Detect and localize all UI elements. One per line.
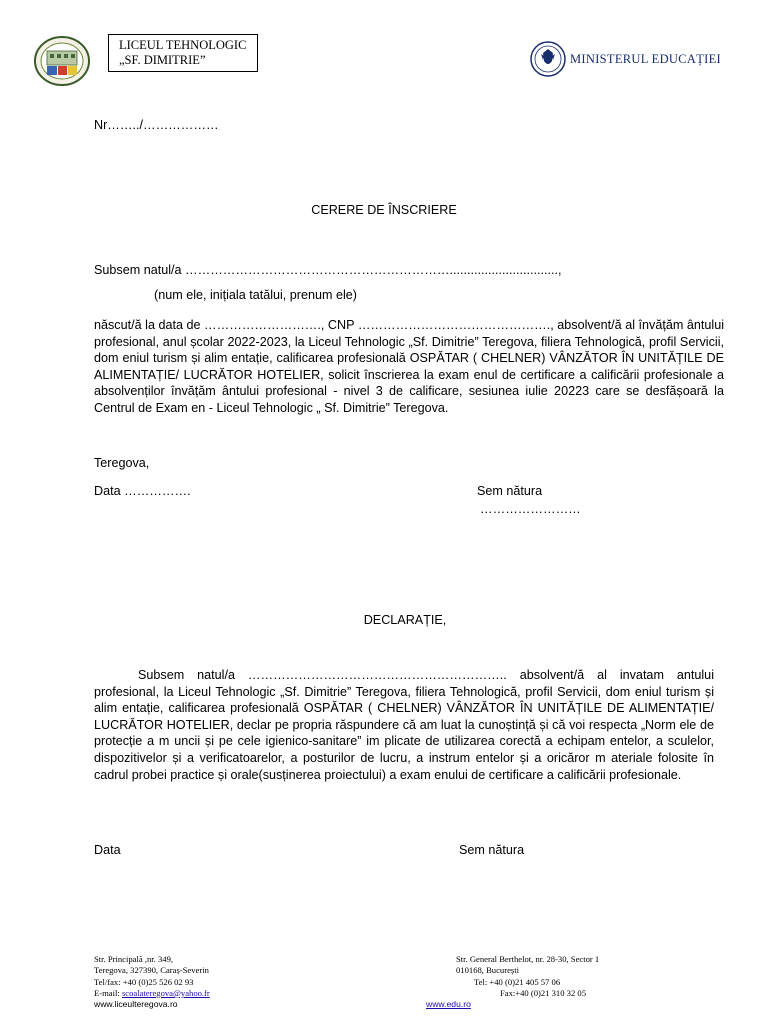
- footer-school-address: [94, 954, 354, 1010]
- request-date: Data …………….: [94, 484, 191, 498]
- footer-ministry-fax: Fax:+40 (0)21 310 32 05: [500, 987, 587, 998]
- request-place: Teregova,: [94, 456, 150, 470]
- footer-ministry-website[interactable]: www.edu.ro: [426, 999, 471, 1010]
- request-name-line: Subsem natul/a ………………………………………………………...............................,: [94, 263, 562, 277]
- request-signature-dots: ……………………: [480, 502, 581, 516]
- school-name-line2: „SF. DIMITRIE”: [119, 53, 206, 67]
- request-paragraph: născut/ă la data de ………………………., CNP ………………………………………., absolvent/ă al învățăm ântului profesional, anul școlar 2022-2023, la Liceul Tehnologic „Sf. Dimitrie” Teregova, filiera Tehnologică, profil Servicii, dom eniul turism și alim entație, calificarea profesională OSPĂTAR ( CHELNER) VÂNZĂTOR ÎN UNITĂȚILE DE ALIMENTAȚIE/ LUCRĂTOR HOTELIER, solicit înscrierea la exam enul de certificare a calificării profesionale a absolvenților învățăm ântului profesional - nivel 3 de calificare, sesiunea iulie 20223 care se desfășoară la Centrul de Exam en - Liceul Tehnologic „ Sf. Dimitrie” Teregova.: [94, 318, 724, 415]
- ministry-header: [530, 40, 721, 78]
- request-title: CERERE DE ÎNSCRIERE: [311, 203, 457, 217]
- footer-email-label: E-mail:: [94, 987, 120, 998]
- footer-ministry-street: Str. General Berthelot, nr. 28-30, Sector 1: [456, 954, 600, 964]
- footer-school-email-row: [94, 988, 354, 999]
- footer-school-phone: Tel/fax: +40 (0)25 526 02 93: [94, 976, 194, 987]
- request-signature-label: Sem nătura: [477, 484, 543, 498]
- school-crest-icon: [34, 36, 90, 86]
- declaration-title: DECLARAȚIE,: [363, 613, 447, 627]
- registration-number: Nr……../………………: [94, 118, 219, 132]
- footer-ministry-city: 010168, București: [456, 965, 520, 976]
- school-name-line1: LICEUL TEHNOLOGIC: [119, 38, 247, 52]
- footer-ministry-phone: Tel: +40 (0)21 405 57 06: [474, 976, 561, 987]
- ministry-name: MINISTERUL EDUCAȚIEI: [570, 51, 722, 66]
- declaration-signature-label: Sem nătura: [459, 843, 525, 857]
- footer-ministry-address: [426, 954, 656, 1010]
- declaration-paragraph: Subsem natul/a …………………………………………………….. absolvent/ă al invatam antului profesional, la Liceul Tehnologic „Sf. Dimitrie” Teregova, filiera Tehnologică, profil Servicii, dom eniul turism și alim entație, calificarea profesională OSPĂTAR ( CHELNER) VÂNZĂTOR ÎN UNITĂȚILE DE ALIMENTAȚIE/ LUCRĂTOR HOTELIER, declar pe propria răspundere că am luat la cunoștință și că voi respecta „Norm ele de protecție a m uncii și pe cele igienico-sanitare” im plicate de utilizarea corectă a echipam entelor, a sculelor, dispozitivelor și a verificatoarelor, a posturilor de lucru, a instrum entelor și a oricăror m ateriale folosite în cadrul probei practice și orale(susținerea proiectului) a exam enului de certificare a calificării profesionale.: [94, 668, 714, 782]
- request-name-hint: (num ele, inițiala tatălui, prenum ele): [154, 288, 358, 302]
- footer-school-website[interactable]: www.liceulteregova.ro: [94, 999, 178, 1010]
- school-name-box: [108, 34, 258, 72]
- romania-coat-of-arms-icon: [530, 41, 566, 77]
- declaration-date: Data: [94, 843, 121, 857]
- footer-school-street: Str. Principală ,nr. 349,: [94, 954, 174, 964]
- footer-email-link[interactable]: scoalateregova@yahoo.fr: [121, 987, 210, 998]
- footer-school-city: Teregova, 327390, Caraș-Severin: [94, 965, 209, 976]
